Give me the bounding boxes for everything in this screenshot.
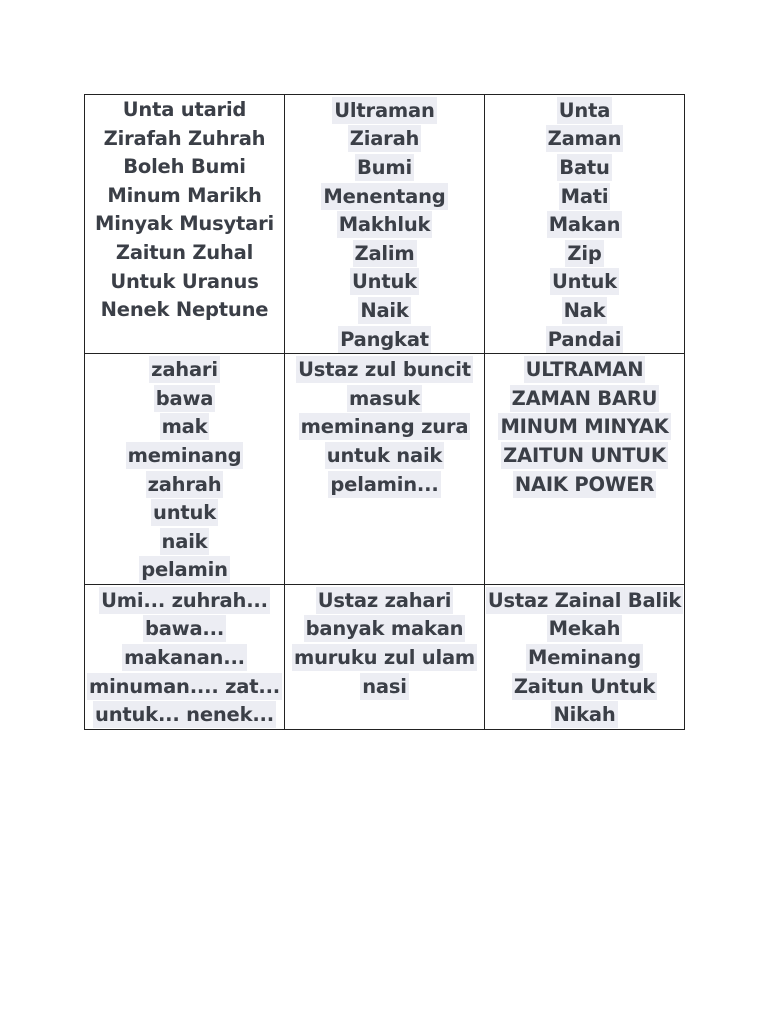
cell-line: ZAITUN UNTUK	[503, 443, 666, 467]
cell-line: Zaitun Zuhal	[115, 240, 254, 264]
cell-line: bawa	[155, 386, 214, 410]
cell-line: mak	[161, 415, 208, 439]
cell-line: masuk	[349, 386, 420, 410]
cell-line: Meminang	[528, 646, 641, 670]
cell-line: Boleh Bumi	[123, 155, 246, 179]
cell-line: bawa...	[144, 617, 225, 641]
table-cell	[85, 95, 285, 354]
cell-line: NAIK POWER	[514, 472, 655, 496]
cell-line: ULTRAMAN	[525, 358, 644, 382]
cell-line: muruku zul ulam	[293, 646, 476, 670]
cell-line: Makhluk	[338, 213, 431, 237]
cell-line: Umi... zuhrah...	[101, 588, 268, 612]
cell-line: pelamin	[141, 558, 228, 582]
cell-line: Ultraman	[334, 98, 435, 122]
cell-line: banyak makan	[305, 617, 464, 641]
cell-line: Bumi	[357, 155, 412, 179]
cell-line: makanan...	[124, 646, 245, 670]
table-row	[85, 354, 685, 585]
cell-line: meminang	[127, 443, 242, 467]
cell-line: nasi	[362, 674, 407, 698]
cell-line: Nikah	[553, 703, 616, 727]
table-row	[85, 585, 685, 730]
table-cell	[485, 585, 685, 730]
table-cell	[85, 585, 285, 730]
cell-line: Pangkat	[340, 327, 429, 351]
cell-line: Untuk	[552, 270, 617, 294]
table-cell	[285, 585, 485, 730]
cell-line: Zalim	[354, 241, 415, 265]
table-cell	[85, 354, 285, 585]
cell-line: Minum Marikh	[107, 183, 262, 207]
cell-line: Zaitun Untuk	[513, 674, 656, 698]
cell-line: Mekah	[548, 617, 621, 641]
cell-line: Pandai	[547, 327, 622, 351]
cell-line: Ustaz Zainal Balik	[487, 588, 682, 612]
cell-line: untuk naik	[326, 443, 443, 467]
cell-line: Ustaz zahari	[317, 588, 452, 612]
cell-line: untuk... nenek...	[95, 703, 274, 727]
cell-line: Minyak Musytari	[95, 212, 274, 236]
cell-line: Nak	[563, 298, 606, 322]
cell-line: Mati	[560, 184, 609, 208]
cell-line: Untuk Uranus	[110, 269, 259, 293]
cell-line: Makan	[548, 213, 621, 237]
cell-line: meminang zura	[300, 415, 469, 439]
table-cell	[485, 354, 685, 585]
mnemonic-table	[84, 94, 685, 730]
cell-line: Untuk	[352, 270, 417, 294]
table-cell	[285, 95, 485, 354]
cell-line: Unta	[558, 98, 611, 122]
table-row	[85, 95, 685, 354]
cell-line: Ustaz zul buncit	[298, 358, 471, 382]
cell-line: Menentang	[323, 184, 446, 208]
cell-line: Zirafah Zuhrah	[103, 126, 266, 150]
cell-line: Batu	[559, 155, 610, 179]
cell-line: Naik	[360, 298, 409, 322]
cell-line: zahari	[151, 358, 218, 382]
table-cell	[485, 95, 685, 354]
cell-line: untuk	[153, 501, 216, 525]
cell-line: Ziarah	[349, 127, 420, 151]
cell-line: Zaman	[547, 127, 622, 151]
cell-line: pelamin...	[330, 472, 439, 496]
cell-line: Nenek Neptune	[100, 298, 269, 322]
cell-line: minuman.... zat...	[88, 674, 280, 698]
cell-line: naik	[161, 529, 208, 553]
cell-line: ZAMAN BARU	[511, 386, 658, 410]
cell-line: zahrah	[147, 472, 222, 496]
table-cell	[285, 354, 485, 585]
cell-line: Zip	[567, 241, 602, 265]
cell-line: Unta utarid	[122, 98, 247, 121]
cell-line: MINUM MINYAK	[500, 415, 669, 439]
